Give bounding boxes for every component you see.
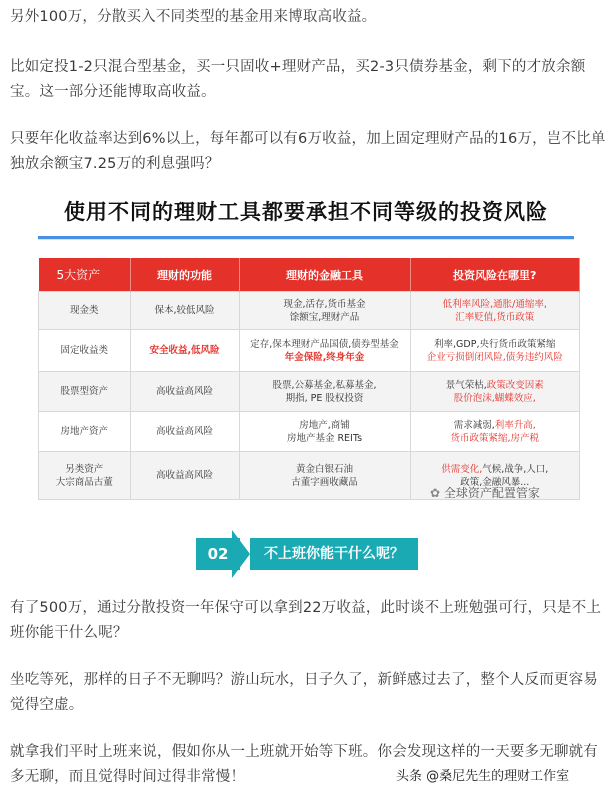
risk-red-text: 供需变化,	[441, 463, 483, 475]
header-asset: 5大资产	[39, 258, 131, 292]
paragraph-2: 比如定投1-2只混合型基金，买一只固收+理财产品，买2-3只债券基金，剩下的才放余额宝。这一部分还能博取高收益。	[10, 59, 586, 100]
header-risk: 投资风险在哪里?	[410, 258, 580, 292]
risk-red-text: 企业亏损倒闭风险,债务违约风险	[426, 351, 563, 363]
cell-function: 保本,较低风险	[130, 292, 239, 330]
paragraph-1: 另外100万，分散买入不同类型的基金用来博取高收益。	[10, 9, 377, 25]
function-red-text: 安全收益,低风险	[149, 345, 220, 356]
title-underline-shadow	[38, 239, 574, 240]
cell-risk	[410, 412, 580, 452]
footer-watermark: 头条 @桑尼先生的理财工作室	[396, 769, 570, 784]
paragraph-4: 有了500万，通过分散投资一年保守可以拿到22万收益，此时谈不上班勉强可行，只是不上班你能干什么呢？	[10, 600, 602, 641]
cell-risk	[410, 372, 580, 412]
risk-text: 气候,战争,人口, 政策,金融风暴...	[460, 463, 549, 488]
risk-red-text: 低利率风险,通胀/通缩率, 汇率贬值,货币政策	[442, 298, 547, 323]
risk-table	[38, 258, 580, 500]
cell-asset: 房地产资产	[39, 412, 131, 452]
cell-function: 高收益高风险	[130, 452, 239, 500]
tools-red-text: 年金保险,终身年金	[284, 351, 365, 363]
cell-asset: 另类资产 大宗商品古董	[39, 452, 131, 500]
cell-tools: 黄金白银石油 古董字画收藏品	[239, 452, 410, 500]
risk-text: 景气荣枯,	[445, 379, 487, 391]
risk-text: 利率,GDP,央行货币政策紧缩	[434, 338, 556, 350]
table-row	[39, 412, 580, 452]
risk-red-text: 政策改变因素 股价泡沫,蝴蝶效应,	[453, 379, 544, 404]
cell-function: 高收益高风险	[130, 372, 239, 412]
table-header-row	[39, 258, 580, 292]
cell-function	[130, 330, 239, 372]
section-title: 不上班你能干什么呢？	[250, 538, 418, 570]
cell-tools: 现金,活存,货币基金 馀额宝,理财产品	[239, 292, 410, 330]
infographic-title: 使用不同的理财工具都要承担不同等级的投资风险	[64, 200, 548, 224]
cell-asset: 现金类	[39, 292, 131, 330]
cell-tools: 股票,公募基金,私募基金, 期指, PE 股权投资	[239, 372, 410, 412]
wechat-icon: ✿	[430, 486, 441, 500]
section-number: 02	[196, 538, 240, 570]
cell-asset: 股票型资产	[39, 372, 131, 412]
risk-text: 需求减弱,	[453, 419, 495, 431]
risk-red-text: 利率升高, 货币政策紧缩,房产税	[450, 419, 540, 444]
cell-tools: 房地产,商铺 房地产基金 REITs	[239, 412, 410, 452]
paragraph-5: 坐吃等死，那样的日子不无聊吗？游山玩水，日子久了，新鲜感过去了，整个人反而更容易觉得空虚。	[10, 672, 598, 713]
tools-text: 定存,保本理财产品国债,债券型基金	[250, 338, 399, 350]
cell-asset: 固定收益类	[39, 330, 131, 372]
table-row	[39, 292, 580, 330]
paragraph-3: 只要年化收益率达到6%以上，每年都可以有6万收益，加上固定理财产品的16万，岂不比单独放余额宝7.25万的利息强吗？	[10, 131, 606, 172]
section-arrow-decoration	[232, 530, 250, 578]
table-row	[39, 330, 580, 372]
wechat-watermark	[430, 484, 540, 501]
cell-function: 高收益高风险	[130, 412, 239, 452]
header-function: 理财的功能	[130, 258, 239, 292]
cell-risk	[410, 292, 580, 330]
header-tools: 理财的金融工具	[239, 258, 410, 292]
cell-tools	[239, 330, 410, 372]
cell-risk	[410, 330, 580, 372]
watermark-text: 全球资产配置管家	[443, 486, 540, 500]
table-row	[39, 372, 580, 412]
paragraph-6: 就拿我们平时上班来说，假如你从一上班就开始等下班。你会发现这样的一天要多无聊就有多无聊，而且觉得时间过得非常慢！	[10, 744, 598, 785]
